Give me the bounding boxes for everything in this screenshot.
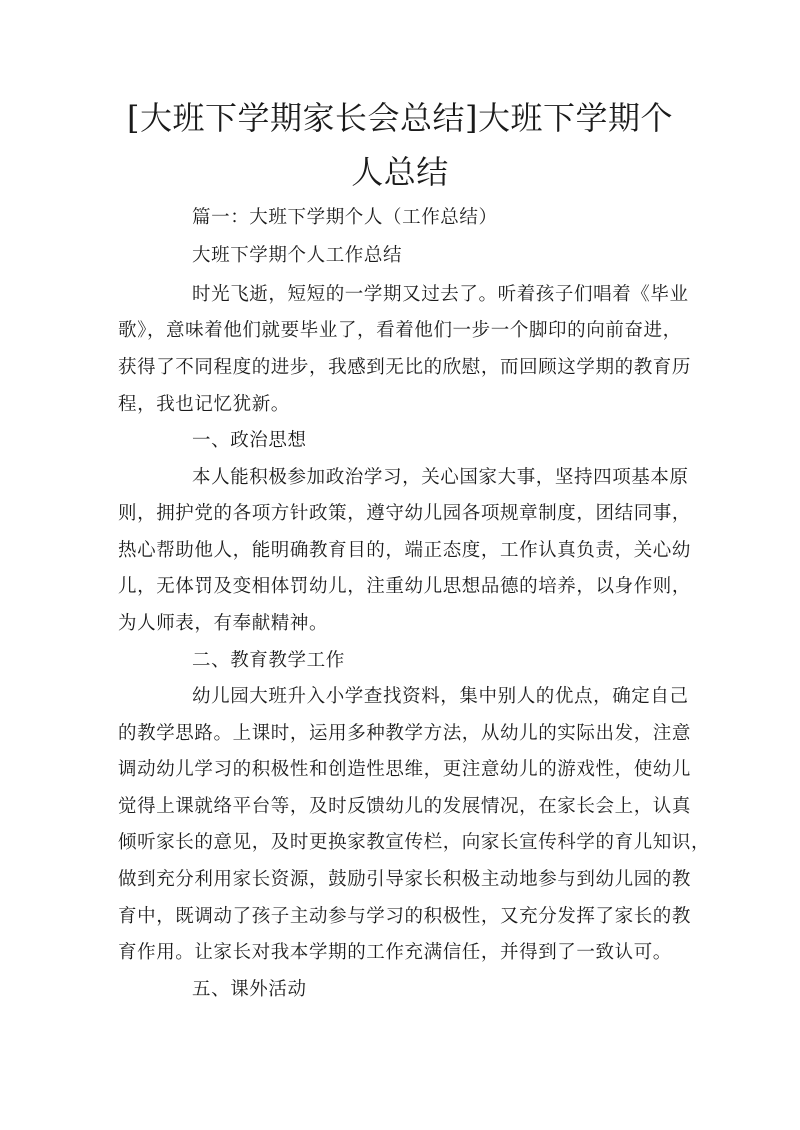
paragraph-line: 育作用。让家长对我本学期的工作充满信任，并得到了一致认可。 — [118, 942, 672, 963]
paragraph-line: 获得了不同程度的进步，我感到无比的欣慰，而回顾这学期的教育历 — [118, 357, 692, 378]
paragraph-line: 调动幼儿学习的积极性和创造性思维，更注意幼儿的游戏性，使幼儿 — [118, 759, 692, 780]
paragraph-line: 幼儿园大班升入小学查找资料，集中别人的优点，确定自己 — [192, 686, 689, 707]
paragraph-line: 歌》，意味着他们就要毕业了，看着他们一步一个脚印的向前奋进， — [118, 320, 682, 341]
section-heading: 一、政治思想 — [192, 430, 307, 451]
section-heading: 篇一：大班下学期个人（工作总结） — [192, 207, 498, 228]
paragraph-line: 为人师表，有奉献精神。 — [118, 613, 329, 634]
paragraph-line: 本人能积极参加政治学习，关心国家大事，坚持四项基本原 — [192, 467, 689, 488]
section-heading: 二、教育教学工作 — [192, 650, 345, 671]
paragraph-line: 的教学思路。上课时，运用多种教学方法，从幼儿的实际出发，注意 — [118, 723, 692, 744]
paragraph-line: 则，拥护党的各项方针政策，遵守幼儿园各项规章制度，团结同事， — [118, 503, 692, 524]
subtitle: 大班下学期个人工作总结 — [192, 245, 403, 266]
section-heading: 五、课外活动 — [192, 979, 307, 1000]
paragraph-line: 觉得上课就络平台等，及时反馈幼儿的发展情况，在家长会上，认真 — [118, 796, 692, 817]
paragraph-line: 儿，无体罚及变相体罚幼儿，注重幼儿思想品德的培养，以身作则， — [118, 576, 692, 597]
paragraph-line: 程，我也记忆犹新。 — [118, 394, 290, 415]
paragraph-line: 时光飞逝，短短的一学期又过去了。听着孩子们唱着《毕业 — [192, 284, 689, 305]
document-title-line-2: 人总结 — [351, 153, 449, 191]
paragraph-line: 育中，既调动了孩子主动参与学习的积极性，又充分发挥了家长的教 — [118, 906, 692, 927]
paragraph-line: 倾听家长的意见，及时更换家教宣传栏，向家长宣传科学的育儿知识， — [118, 832, 711, 853]
document-title-line-1: [大班下学期家长会总结]大班下学期个 — [127, 99, 673, 137]
paragraph-line: 热心帮助他人，能明确教育目的，端正态度，工作认真负责，关心幼 — [118, 540, 692, 561]
paragraph-line: 做到充分利用家长资源，鼓励引导家长积极主动地参与到幼儿园的教 — [118, 869, 692, 890]
